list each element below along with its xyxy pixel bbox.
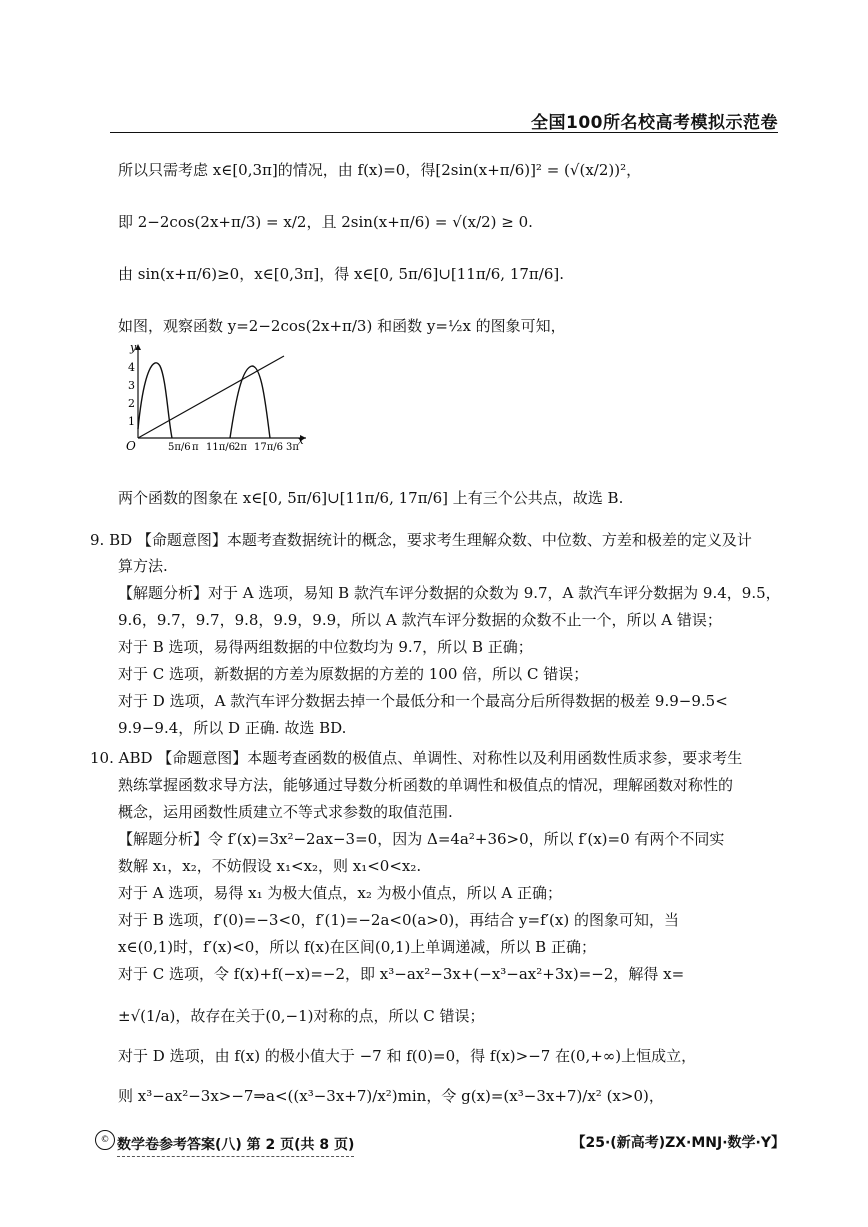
text-line: 概念，运用函数性质建立不等式求参数的取值范围. [118,803,453,821]
x-tick-label: 11π/6 [206,442,236,453]
text-line: 数解 x₁，x₂，不妨假设 x₁<x₂，则 x₁<0<x₂. [118,857,422,875]
y-tick-label: 1 [128,415,135,428]
footer-exam-code: 【25·(新高考)ZX·MNJ·数学·Y】 [571,1135,785,1151]
x-tick-label: 3π [286,442,299,453]
text-line: 由 sin(x+π/6)≥0，x∈[0,3π]，得 x∈[0, 5π/6]∪[11π/6, 17π/6]. [118,265,564,283]
page-footer [95,1128,785,1158]
text-line: 熟练掌握函数求导方法，能够通过导数分析函数的单调性和极值点的情况，理解函数对称性的 [118,776,734,794]
y-axis-label: y [130,341,137,354]
question-10-intent: 10. ABD 【命题意图】本题考查函数的极值点、单调性、对称性以及利用函数性质求参，要求考生 [90,749,743,767]
y-tick-label: 2 [128,397,135,410]
text-line: 如图，观察函数 y=2−2cos(2x+π/3) 和函数 y=½x 的图象可知， [118,317,566,335]
text-line: 对于 B 选项，易得两组数据的中位数均为 9.7，所以 B 正确； [118,638,533,656]
y-tick-label: 4 [128,361,135,374]
text-line: ±√(1/a)，故存在关于(0,−1)对称的点，所以 C 错误； [118,1007,485,1025]
exam-series-title: 全国100所名校高考模拟示范卷 [531,113,778,133]
text-line: 【解题分析】对于 A 选项，易知 B 款汽车评分数据的众数为 9.7，A 款汽车评分数据为 9.4，9.5， [118,584,781,602]
y-tick-label: 3 [128,379,135,392]
text-line: 算方法. [118,557,168,575]
function-graph [108,338,318,473]
text-line: 对于 D 选项，由 f(x) 的极小值大于 −7 和 f(0)=0，得 f(x)>−7 在(0,+∞)上恒成立， [118,1047,697,1065]
origin-label: O [126,439,136,453]
text-line: 对于 A 选项，易得 x₁ 为极大值点，x₂ 为极小值点，所以 A 正确； [118,884,562,902]
text-line: 【解题分析】令 f′(x)=3x²−2ax−3=0，因为 Δ=4a²+36>0，所以 f′(x)=0 有两个不同实 [118,830,725,848]
text-line: 对于 D 选项，A 款汽车评分数据去掉一个最低分和一个最高分后所得数据的极差 9.9−9.5< [118,692,728,710]
cosine-curve-segment-1 [138,363,172,438]
x-tick-label: 2π [234,442,247,453]
text-line: 即 2−2cos(2x+π/3) = x/2，且 2sin(x+π/6) = √(x/2) ≥ 0. [118,213,533,231]
text-line: 则 x³−ax²−3x>−7⇒a<((x³−3x+7)/x²)min，令 g(x)=(x³−3x+7)/x² (x>0)， [118,1087,664,1105]
x-tick-label: 5π/6 [168,442,191,453]
text-line: 对于 C 选项，新数据的方差为原数据的方差的 100 倍，所以 C 错误； [118,665,589,683]
text-line: x∈(0,1)时，f′(x)<0，所以 f(x)在区间(0,1)上单调递减，所以 B 正确； [118,938,596,956]
text-line: 9.6，9.7，9.7，9.8，9.9，9.9，所以 A 款汽车评分数据的众数不止一个，所以 A 错误； [118,611,722,629]
cosine-curve-segment-2 [230,366,270,438]
text-line: 对于 C 选项，令 f(x)+f(−x)=−2，即 x³−ax²−3x+(−x³−ax²+3x)=−2，解得 x= [118,965,685,983]
line-y-half-x [138,356,284,438]
header-rule [110,132,778,133]
text-line: 所以只需考虑 x∈[0,3π]的情况，由 f(x)=0，得[2sin(x+π/6)]² = (√(x/2))²， [118,161,642,179]
x-tick-label: π [192,442,199,453]
text-line: 9.9−9.4，所以 D 正确. 故选 BD. [118,719,347,737]
x-axis-label: x [298,436,304,447]
footer-page-info: 数学卷参考答案(八) 第 2 页(共 8 页) [117,1134,354,1157]
text-line: 两个函数的图象在 x∈[0, 5π/6]∪[11π/6, 17π/6] 上有三个公共点，故选 B. [118,489,624,507]
publisher-logo-icon: © [95,1130,115,1150]
text-line: 对于 B 选项，f′(0)=−3<0，f′(1)=−2a<0(a>0)，再结合 y=f′(x) 的图象可知，当 [118,911,679,929]
x-tick-label: 17π/6 [254,442,284,453]
question-9-intent: 9. BD 【命题意图】本题考查数据统计的概念，要求考生理解众数、中位数、方差和极差的定义及计 [90,531,752,549]
